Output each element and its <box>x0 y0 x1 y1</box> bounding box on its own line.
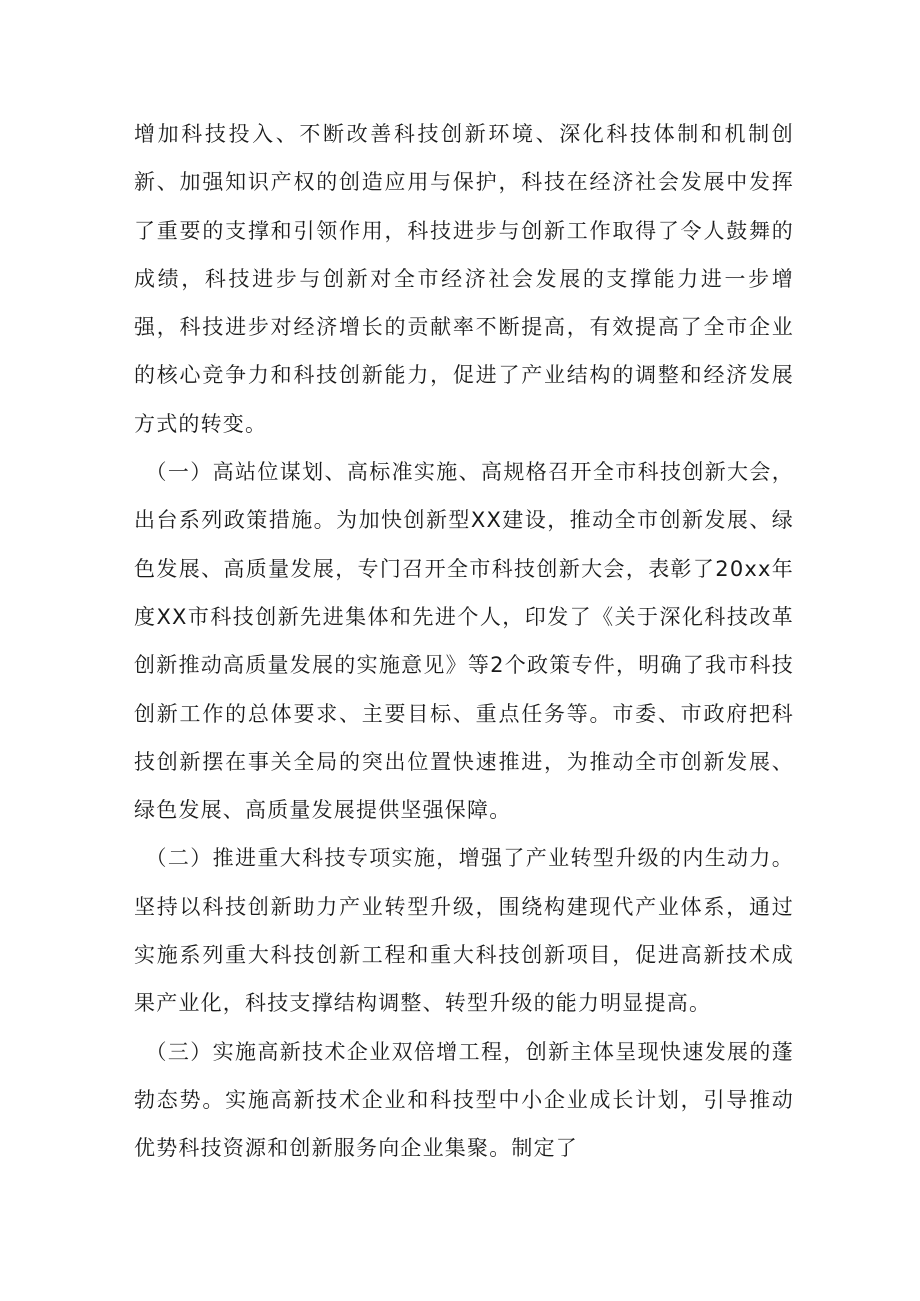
document-body <box>134 110 794 1173</box>
paragraph-section-1: （一）高站位谋划、高标准实施、高规格召开全市科技创新大会，出台系列政策措施。为加快创新型XX建设，推动全市创新发展、绿色发展、高质量发展，专门召开全市科技创新大会，表彰了20xx年度XX市科技创新先进集体和先进个人，印发了《关于深化科技改革创新推动高质量发展的实施意见》等2个政策专件，明确了我市科技创新工作的总体要求、主要目标、重点任务等。市委、市政府把科技创新摆在事关全局的突出位置快速推进，为推动全市创新发展、绿色发展、高质量发展提供坚强保障。 <box>134 460 794 823</box>
paragraph-section-2: （二）推进重大科技专项实施，增强了产业转型升级的内生动力。坚持以科技创新助力产业转型升级，围绕构建现代产业体系，通过实施系列重大科技创新工程和重大科技创新项目，促进高新技术成果产业化，科技支撑结构调整、转型升级的能力明显提高。 <box>134 846 794 1016</box>
paragraph-section-3: （三）实施高新技术企业双倍增工程，创新主体呈现快速发展的蓬勃态势。实施高新技术企业和科技型中小企业成长计划，引导推动优势科技资源和创新服务向企业集聚。制定了 <box>134 1039 794 1161</box>
paragraph-intro: 增加科技投入、不断改善科技创新环境、深化科技体制和机制创新、加强知识产权的创造应用与保护，科技在经济社会发展中发挥了重要的支撑和引领作用，科技进步与创新工作取得了令人鼓舞的成绩，科技进步与创新对全市经济社会发展的支撑能力进一步增强，科技进步对经济增长的贡献率不断提高，有效提高了全市企业的核心竞争力和科技创新能力，促进了产业结构的调整和经济发展方式的转变。 <box>134 122 794 436</box>
